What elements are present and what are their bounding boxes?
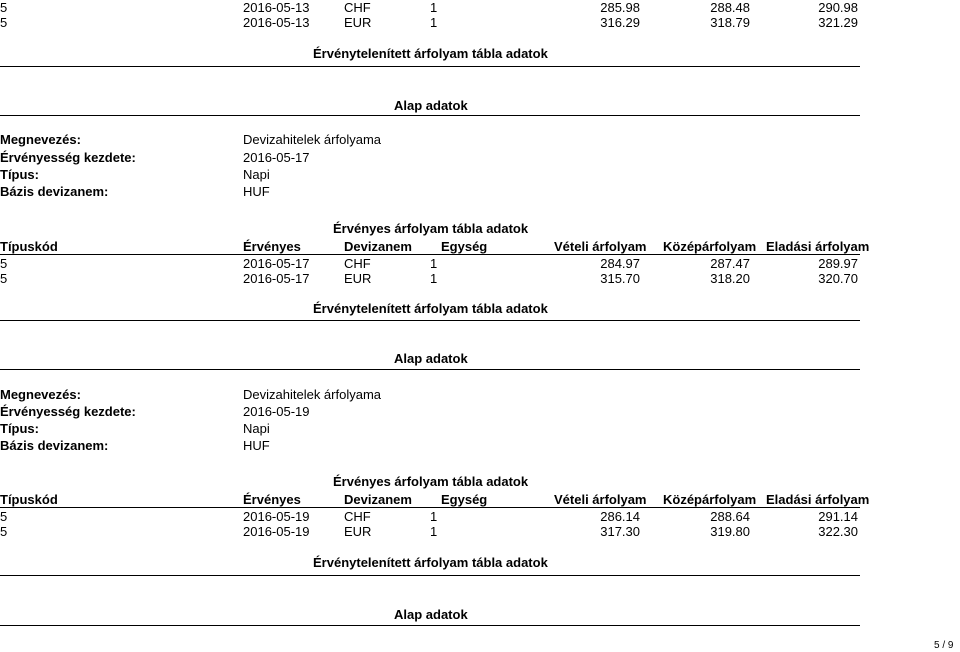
table-cell-unit: 1 (430, 509, 438, 524)
table-cell-code: 5 (0, 524, 8, 539)
table-cell-currency: CHF (344, 0, 371, 15)
table-cell-unit: 1 (430, 0, 438, 15)
divider (0, 254, 860, 255)
valid-section-title: Érvényes árfolyam tábla adatok (333, 221, 529, 236)
table-cell-buy: 285.98 (600, 0, 640, 15)
header-mid: Középárfolyam (663, 239, 757, 254)
table-cell-unit: 1 (430, 256, 438, 271)
header-unit: Egység (441, 239, 488, 254)
label-name: Megnevezés: (0, 132, 81, 147)
table-cell-date: 2016-05-19 (243, 509, 310, 524)
table-cell-code: 5 (0, 509, 8, 524)
header-buy: Vételi árfolyam (554, 492, 647, 507)
invalid-section-title: Érvénytelenített árfolyam tábla adatok (313, 555, 548, 570)
header-mid: Középárfolyam (663, 492, 757, 507)
header-unit: Egység (441, 492, 488, 507)
table-cell-sell: 321.29 (818, 15, 858, 30)
alap-title: Alap adatok (394, 98, 468, 113)
table-cell-sell: 322.30 (818, 524, 858, 539)
label-type: Típus: (0, 421, 39, 436)
header-currency: Devizanem (344, 492, 412, 507)
header-code: Típuskód (0, 239, 58, 254)
value-base: HUF (243, 438, 270, 453)
value-valid-from: 2016-05-17 (243, 150, 310, 165)
table-cell-date: 2016-05-17 (243, 256, 310, 271)
table-cell-mid: 288.64 (710, 509, 750, 524)
table-cell-unit: 1 (430, 524, 438, 539)
table-cell-unit: 1 (430, 15, 438, 30)
page-number: 5 / 9 (934, 640, 954, 651)
table-cell-code: 5 (0, 256, 8, 271)
value-type: Napi (243, 167, 270, 182)
header-date: Érvényes (243, 239, 301, 254)
value-name: Devizahitelek árfolyama (243, 132, 382, 147)
value-type: Napi (243, 421, 270, 436)
label-name: Megnevezés: (0, 387, 81, 402)
label-base: Bázis devizanem: (0, 438, 109, 453)
label-valid-from: Érvényesség kezdete: (0, 404, 136, 419)
invalid-section-title: Érvénytelenített árfolyam tábla adatok (313, 301, 548, 316)
table-cell-currency: CHF (344, 256, 371, 271)
table-cell-sell: 289.97 (818, 256, 858, 271)
table-cell-unit: 1 (430, 271, 438, 286)
table-cell-buy: 316.29 (600, 15, 640, 30)
divider (0, 115, 860, 116)
table-cell-buy: 284.97 (600, 256, 640, 271)
table-cell-sell: 290.98 (818, 0, 858, 15)
table-cell-mid: 287.47 (710, 256, 750, 271)
table-cell-code: 5 (0, 0, 8, 15)
label-valid-from: Érvényesség kezdete: (0, 150, 136, 165)
header-date: Érvényes (243, 492, 301, 507)
alap-title: Alap adatok (394, 351, 468, 366)
table-cell-date: 2016-05-13 (243, 15, 310, 30)
table-cell-mid: 318.79 (710, 15, 750, 30)
value-name: Devizahitelek árfolyama (243, 387, 382, 402)
table-cell-currency: EUR (344, 524, 372, 539)
table-cell-date: 2016-05-13 (243, 0, 310, 15)
header-buy: Vételi árfolyam (554, 239, 647, 254)
table-cell-mid: 319.80 (710, 524, 750, 539)
divider (0, 320, 860, 321)
divider (0, 507, 860, 508)
value-valid-from: 2016-05-19 (243, 404, 310, 419)
table-cell-buy: 286.14 (600, 509, 640, 524)
label-base: Bázis devizanem: (0, 184, 109, 199)
invalid-section-title: Érvénytelenített árfolyam tábla adatok (313, 46, 548, 61)
header-sell: Eladási árfolyam (766, 492, 870, 507)
table-cell-date: 2016-05-19 (243, 524, 310, 539)
table-cell-code: 5 (0, 271, 8, 286)
table-cell-date: 2016-05-17 (243, 271, 310, 286)
divider (0, 625, 860, 626)
divider (0, 369, 860, 370)
valid-section-title: Érvényes árfolyam tábla adatok (333, 474, 529, 489)
table-cell-buy: 315.70 (600, 271, 640, 286)
table-cell-currency: EUR (344, 15, 372, 30)
table-cell-currency: EUR (344, 271, 372, 286)
table-cell-sell: 291.14 (818, 509, 858, 524)
value-base: HUF (243, 184, 270, 199)
divider (0, 66, 860, 67)
table-cell-currency: CHF (344, 509, 371, 524)
table-cell-buy: 317.30 (600, 524, 640, 539)
table-cell-code: 5 (0, 15, 8, 30)
header-currency: Devizanem (344, 239, 412, 254)
table-cell-sell: 320.70 (818, 271, 858, 286)
label-type: Típus: (0, 167, 39, 182)
divider (0, 575, 860, 576)
alap-title: Alap adatok (394, 607, 468, 622)
table-cell-mid: 318.20 (710, 271, 750, 286)
header-sell: Eladási árfolyam (766, 239, 870, 254)
table-cell-mid: 288.48 (710, 0, 750, 15)
header-code: Típuskód (0, 492, 58, 507)
